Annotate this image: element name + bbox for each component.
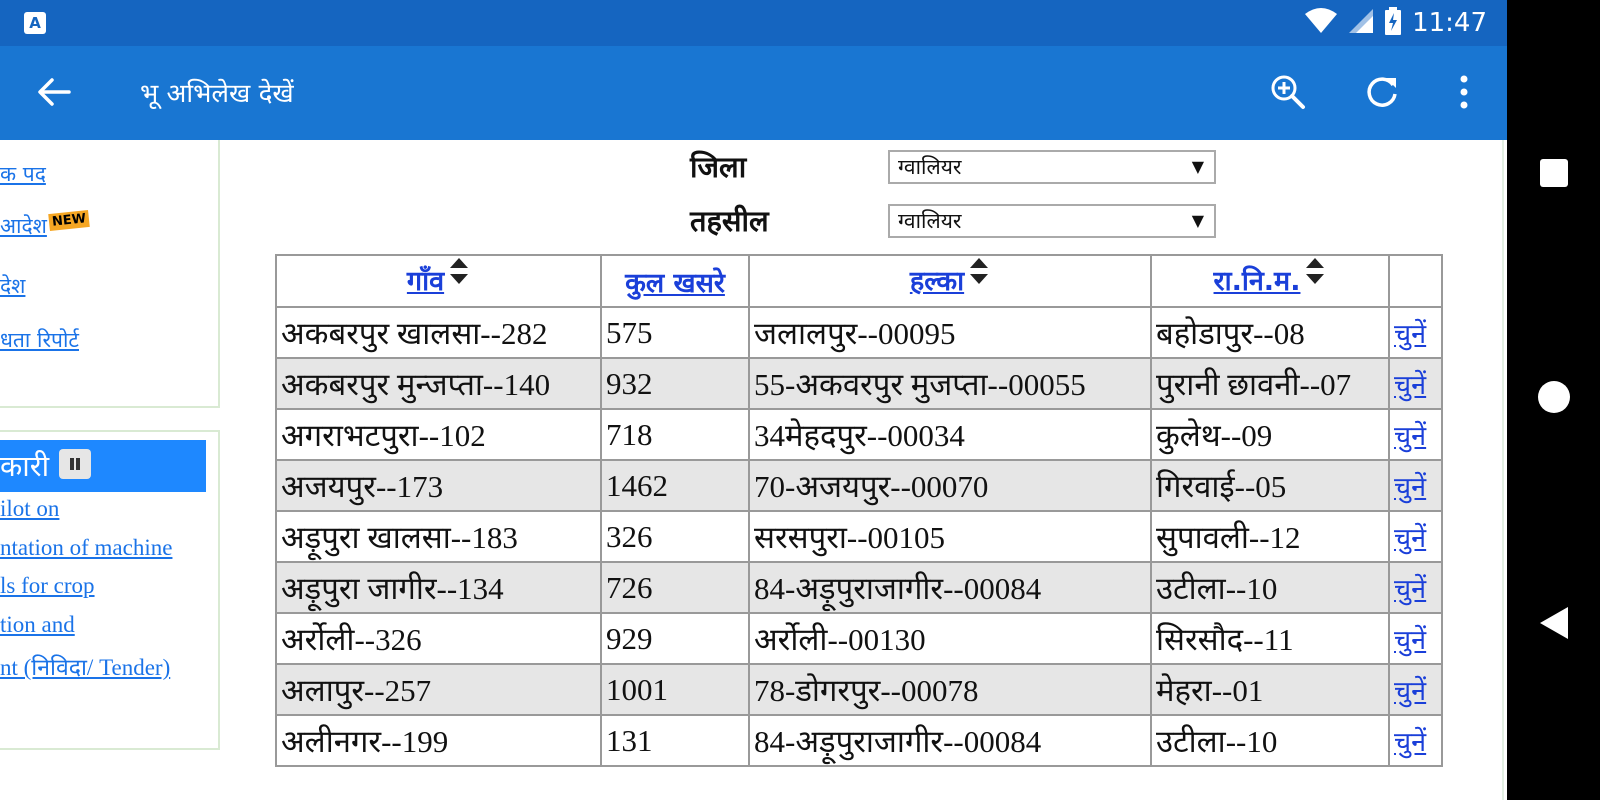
cell-halka: अर्रोली--00130 xyxy=(749,613,1151,664)
tehsil-select-value: ग्वालियर xyxy=(898,209,962,233)
notice-link-2[interactable]: ntation of machine xyxy=(0,535,173,560)
cell-village: अकबरपुर खालसा--282 xyxy=(276,307,601,358)
cell-halka: जलालपुर--00095 xyxy=(749,307,1151,358)
refresh-button[interactable] xyxy=(1358,70,1406,118)
cell-village: अकबरपुर मुन्जप्ता--140 xyxy=(276,358,601,409)
app-notification-icon: A xyxy=(24,12,46,34)
cell-total-khasra: 929 xyxy=(601,613,749,664)
cell-action xyxy=(1389,409,1442,460)
table-row xyxy=(276,511,1442,562)
triangle-back-icon xyxy=(1539,606,1569,644)
notice-header-title: कारी xyxy=(0,449,50,483)
table-row xyxy=(276,613,1442,664)
cellular-signal-icon xyxy=(1348,8,1374,38)
tehsil-label: तहसील xyxy=(690,204,769,238)
district-select[interactable] xyxy=(888,150,1216,184)
cell-rnm: उटीला--10 xyxy=(1151,562,1389,613)
refresh-icon xyxy=(1364,74,1400,114)
dropdown-arrow-icon: ▼ xyxy=(1191,157,1204,176)
cell-rnm: बहोडापुर--08 xyxy=(1151,307,1389,358)
district-label: जिला xyxy=(690,150,747,184)
notice-link-3[interactable]: ls for crop xyxy=(0,573,95,598)
new-badge: NEW xyxy=(48,210,90,231)
cell-rnm: कुलेथ--09 xyxy=(1151,409,1389,460)
dropdown-arrow-icon: ▼ xyxy=(1191,211,1204,230)
column-header-total-khasra[interactable] xyxy=(601,255,749,307)
web-content xyxy=(0,140,1507,800)
back-button[interactable] xyxy=(30,70,78,118)
district-select-value: ग्वालियर xyxy=(898,155,962,179)
status-time: 11:47 xyxy=(1412,8,1487,38)
cell-total-khasra: 131 xyxy=(601,715,749,766)
home-button[interactable] xyxy=(1527,372,1581,426)
cell-action xyxy=(1389,511,1442,562)
cell-halka: 84-अड़ूपुराजागीर--00084 xyxy=(749,562,1151,613)
cell-total-khasra: 1001 xyxy=(601,664,749,715)
status-indicators xyxy=(1304,0,1487,46)
choose-link[interactable]: चुनें xyxy=(1394,319,1427,350)
table-row xyxy=(276,307,1442,358)
rnm-sort-link[interactable]: रा.नि.म. xyxy=(1213,266,1301,297)
cell-rnm: पुरानी छावनी--07 xyxy=(1151,358,1389,409)
choose-link[interactable]: चुनें xyxy=(1394,574,1427,605)
table-row xyxy=(276,664,1442,715)
cell-village: अलापुर--257 xyxy=(276,664,601,715)
cell-halka: 34मेहदपुर--00034 xyxy=(749,409,1151,460)
table-row xyxy=(276,409,1442,460)
village-records-table xyxy=(275,254,1443,767)
table-row xyxy=(276,715,1442,766)
system-navigation-bar xyxy=(1507,0,1600,800)
table-header-row xyxy=(276,255,1442,307)
battery-charging-icon xyxy=(1384,7,1402,39)
sidebar-links-panel xyxy=(0,140,220,408)
cell-total-khasra: 932 xyxy=(601,358,749,409)
village-sort-link[interactable]: गाँव xyxy=(406,266,445,297)
notice-link-1[interactable]: ilot on xyxy=(0,496,60,521)
back-arrow-icon xyxy=(37,77,71,111)
choose-link[interactable]: चुनें xyxy=(1394,727,1427,758)
choose-link[interactable]: चुनें xyxy=(1394,523,1427,554)
column-header-action xyxy=(1389,255,1442,307)
cell-village: अलीनगर--199 xyxy=(276,715,601,766)
column-header-village[interactable] xyxy=(276,255,601,307)
cell-rnm: मेहरा--01 xyxy=(1151,664,1389,715)
cell-action xyxy=(1389,307,1442,358)
cell-total-khasra: 726 xyxy=(601,562,749,613)
column-header-halka[interactable] xyxy=(749,255,1151,307)
cell-village: अड़ूपुरा खालसा--183 xyxy=(276,511,601,562)
circle-home-icon xyxy=(1537,380,1571,418)
zoom-in-icon xyxy=(1270,74,1306,114)
choose-link[interactable]: चुनें xyxy=(1394,625,1427,656)
cell-action xyxy=(1389,664,1442,715)
cell-action xyxy=(1389,460,1442,511)
page-title: भू अभिलेख देखें xyxy=(140,79,294,109)
cell-action xyxy=(1389,715,1442,766)
cell-total-khasra: 718 xyxy=(601,409,749,460)
cell-halka: सरसपुरा--00105 xyxy=(749,511,1151,562)
sort-icon[interactable] xyxy=(1304,256,1326,293)
cell-total-khasra: 326 xyxy=(601,511,749,562)
app-bar xyxy=(0,46,1507,140)
cell-halka: 70-अजयपुर--00070 xyxy=(749,460,1151,511)
choose-link[interactable]: चुनें xyxy=(1394,676,1427,707)
square-recents-icon xyxy=(1539,158,1569,192)
notice-link-4[interactable]: tion and xyxy=(0,612,75,637)
cell-rnm: सुपावली--12 xyxy=(1151,511,1389,562)
cell-action xyxy=(1389,358,1442,409)
table-row xyxy=(276,460,1442,511)
choose-link[interactable]: चुनें xyxy=(1394,472,1427,503)
sidebar-link-2-label: आदेश xyxy=(0,214,47,238)
cell-village: अड़ूपुरा जागीर--134 xyxy=(276,562,601,613)
cell-village: अगराभटपुरा--102 xyxy=(276,409,601,460)
wifi-icon xyxy=(1304,8,1338,38)
sort-icon[interactable] xyxy=(968,256,990,293)
sidebar-link-1[interactable]: क पद xyxy=(0,162,46,186)
sidebar-link-4[interactable]: धता रिपोर्ट xyxy=(0,328,79,352)
recents-button[interactable] xyxy=(1527,148,1581,202)
choose-link[interactable]: चुनें xyxy=(1394,421,1427,452)
halka-sort-link[interactable]: हल्का xyxy=(909,266,965,297)
table-row xyxy=(276,358,1442,409)
cell-rnm: सिरसौद--11 xyxy=(1151,613,1389,664)
more-vert-icon xyxy=(1459,75,1469,113)
notice-panel-header xyxy=(0,440,206,492)
total-khasra-sort-link[interactable]: कुल खसरे xyxy=(625,267,725,299)
cell-halka: 78-डोगरपुर--00078 xyxy=(749,664,1151,715)
notice-panel xyxy=(0,430,220,750)
status-bar xyxy=(0,0,1507,46)
cell-action xyxy=(1389,613,1442,664)
sidebar-link-3[interactable]: देश xyxy=(0,274,26,298)
more-options-button[interactable] xyxy=(1440,70,1488,118)
cell-action xyxy=(1389,562,1442,613)
cell-halka: 55-अकवरपुर मुजप्ता--00055 xyxy=(749,358,1151,409)
cell-rnm: गिरवाई--05 xyxy=(1151,460,1389,511)
cell-total-khasra: 575 xyxy=(601,307,749,358)
notice-link-5[interactable]: nt (निविदा/ Tender) xyxy=(0,655,171,680)
zoom-in-button[interactable] xyxy=(1264,70,1312,118)
column-header-rnm[interactable] xyxy=(1151,255,1389,307)
cell-village: अजयपुर--173 xyxy=(276,460,601,511)
cell-total-khasra: 1462 xyxy=(601,460,749,511)
cell-halka: 84-अड़ूपुराजागीर--00084 xyxy=(749,715,1151,766)
tehsil-select[interactable] xyxy=(888,204,1216,238)
sort-icon[interactable] xyxy=(448,256,470,293)
sidebar-link-2[interactable] xyxy=(0,212,89,240)
cell-rnm: उटीला--10 xyxy=(1151,715,1389,766)
table-row xyxy=(276,562,1442,613)
system-back-button[interactable] xyxy=(1527,598,1581,652)
cell-village: अर्रोली--326 xyxy=(276,613,601,664)
choose-link[interactable]: चुनें xyxy=(1394,370,1427,401)
pause-icon[interactable] xyxy=(59,449,91,479)
